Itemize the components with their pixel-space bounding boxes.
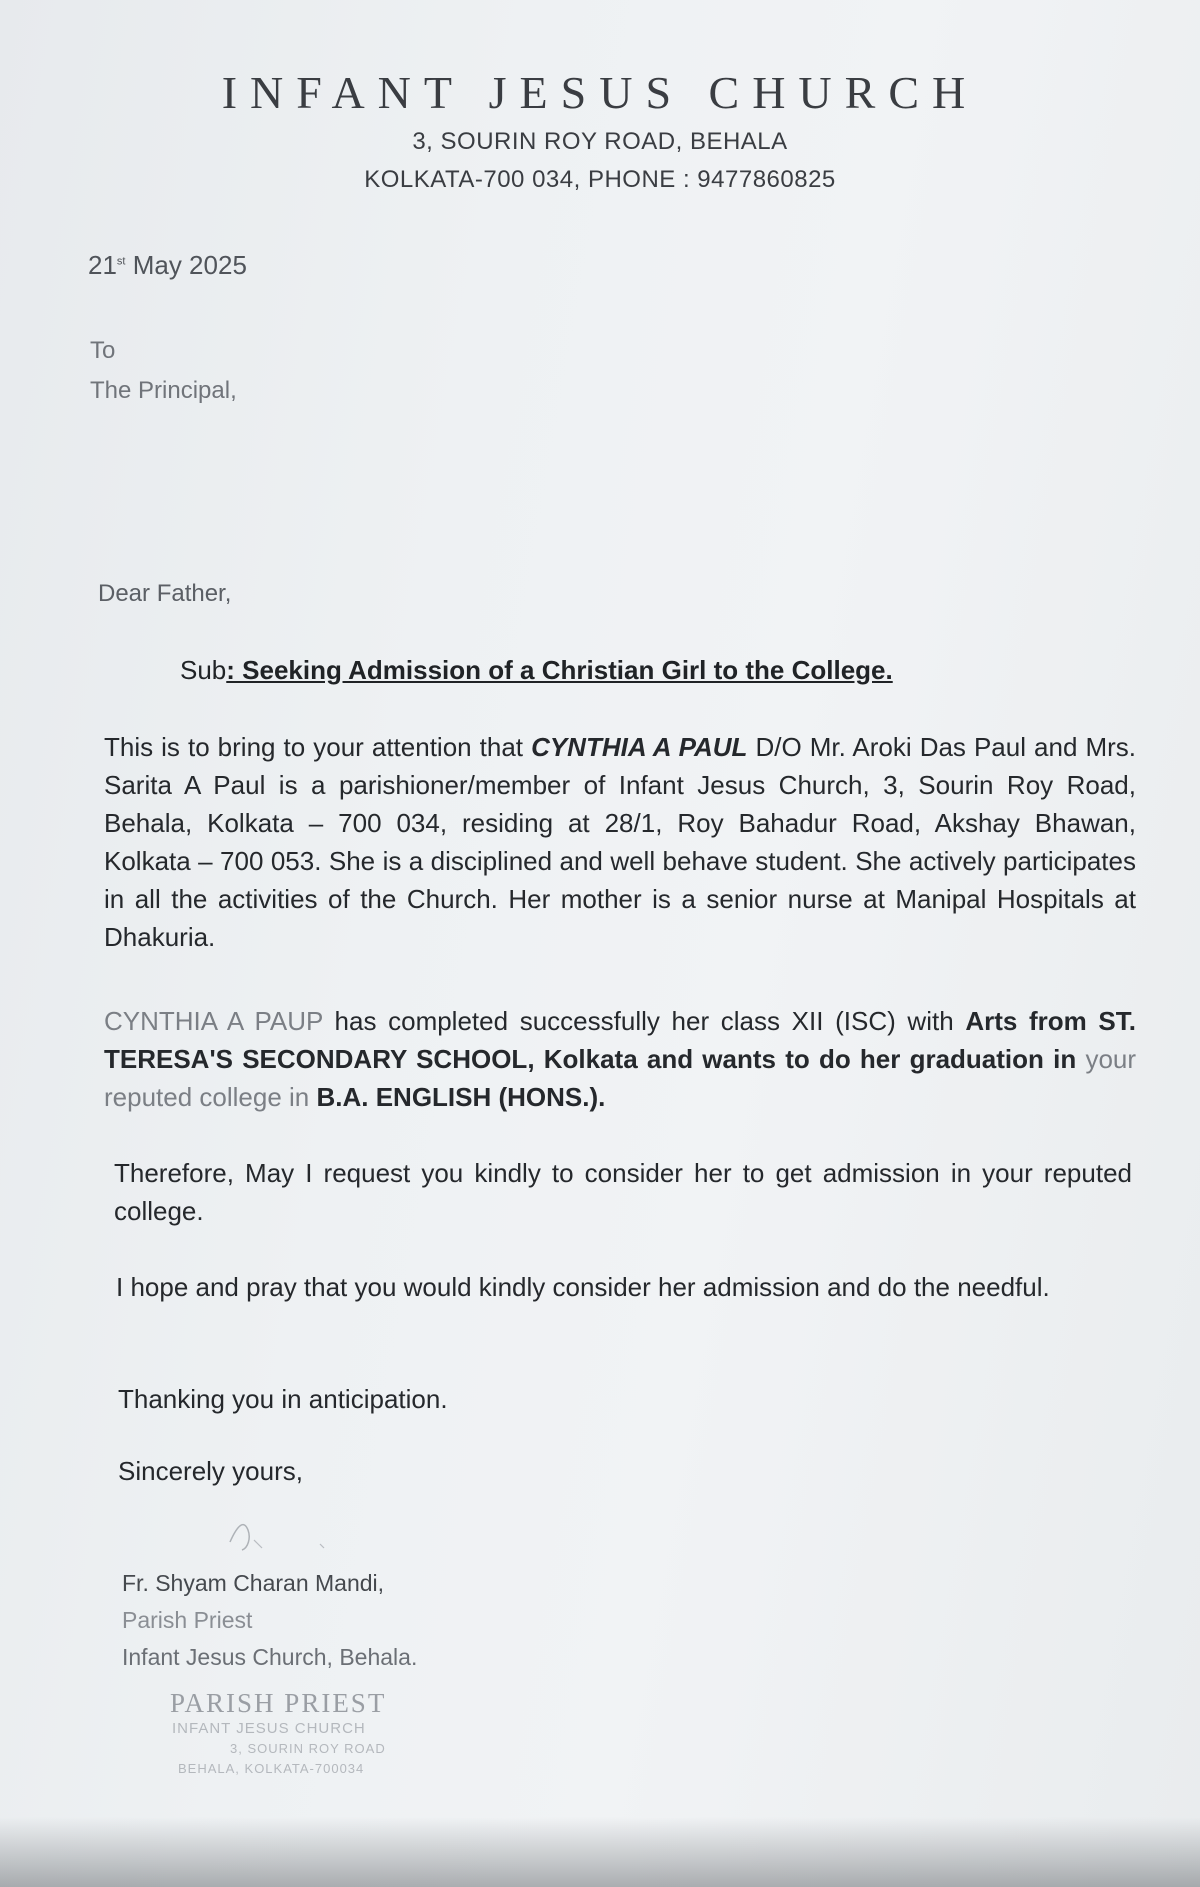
date-suffix: st (116, 255, 126, 268)
subject-text: : Seeking Admission of a Christian Girl to the College. (226, 655, 893, 685)
student-name-repeat: CYNTHIA A PAUP (104, 1006, 323, 1036)
letterhead-address: 3, SOURIN ROY ROAD, BEHALA (412, 128, 788, 155)
recipient-title: The Principal, (90, 377, 237, 404)
stamp-line-1: INFANT JESUS CHURCH (172, 1720, 366, 1737)
stamp-line-3: BEHALA, KOLKATA-700034 (178, 1761, 365, 1776)
salutation: Dear Father, (98, 580, 232, 607)
recipient-to: To (90, 337, 116, 364)
subject-line (180, 655, 893, 686)
paragraph-thanks: Thanking you in anticipation. (118, 1384, 448, 1414)
student-name: CYNTHIA A PAUL (531, 732, 748, 762)
academic-text-1: has completed successfully her class XII (ISC) with (322, 1006, 966, 1036)
letter-date (88, 250, 247, 281)
date-day: 21 (88, 250, 117, 280)
academic-text-4: your reputed college in (104, 1044, 1137, 1112)
signature-mark (210, 1500, 360, 1560)
parish-stamp (170, 1688, 450, 1779)
stream: Arts (965, 1006, 1018, 1036)
signer-church: Infant Jesus Church, Behala. (122, 1644, 418, 1670)
academic-text-2: from (1017, 1006, 1099, 1036)
paragraph-introduction (104, 728, 1136, 956)
letterhead-contact: KOLKATA-700 034, PHONE : 9477860825 (364, 166, 836, 193)
course-name: B.A. ENGLISH (HONS.). (316, 1082, 606, 1112)
paragraph-hope: I hope and pray that you would kindly consider her admission and do the needful. (116, 1272, 1050, 1302)
academic-text-3: , Kolkata and wants to do her graduation in (527, 1044, 1086, 1074)
closing: Sincerely yours, (118, 1456, 303, 1486)
paragraph-request: Therefore, May I request you kindly to consider her to get admission in your reputed college. (114, 1158, 1132, 1226)
subject-prefix: Sub (180, 655, 227, 685)
letterhead-name: INFANT JESUS CHURCH (221, 67, 979, 118)
stamp-line-2: 3, SOURIN ROY ROAD (230, 1741, 386, 1756)
intro-text: This is to bring to your attention that (104, 732, 532, 762)
school-name: ST. TERESA'S SECONDARY SCHOOL (104, 1006, 1136, 1074)
signer-name: Fr. Shyam Charan Mandi, (122, 1570, 385, 1596)
signer-role: Parish Priest (122, 1607, 253, 1633)
stamp-title: PARISH PRIEST (170, 1688, 387, 1718)
paragraph-academic (104, 1002, 1136, 1116)
date-rest: May 2025 (132, 250, 247, 280)
intro-details: D/O Mr. Aroki Das Paul and Mrs. Sarita A Paul is a parishioner/member of Infant Jesus Church, 3, Sourin Roy Road, Behala, Kolkata – 700 034, residing at 28/1, Roy Bahadur Road, Akshay Bhawan, Kolkata – 700 053. She is a disciplined and well behave student. She actively participates in all the activities of the Church. Her mother is a senior nurse at Manipal Hospitals at Dhakuria. (104, 732, 1136, 952)
